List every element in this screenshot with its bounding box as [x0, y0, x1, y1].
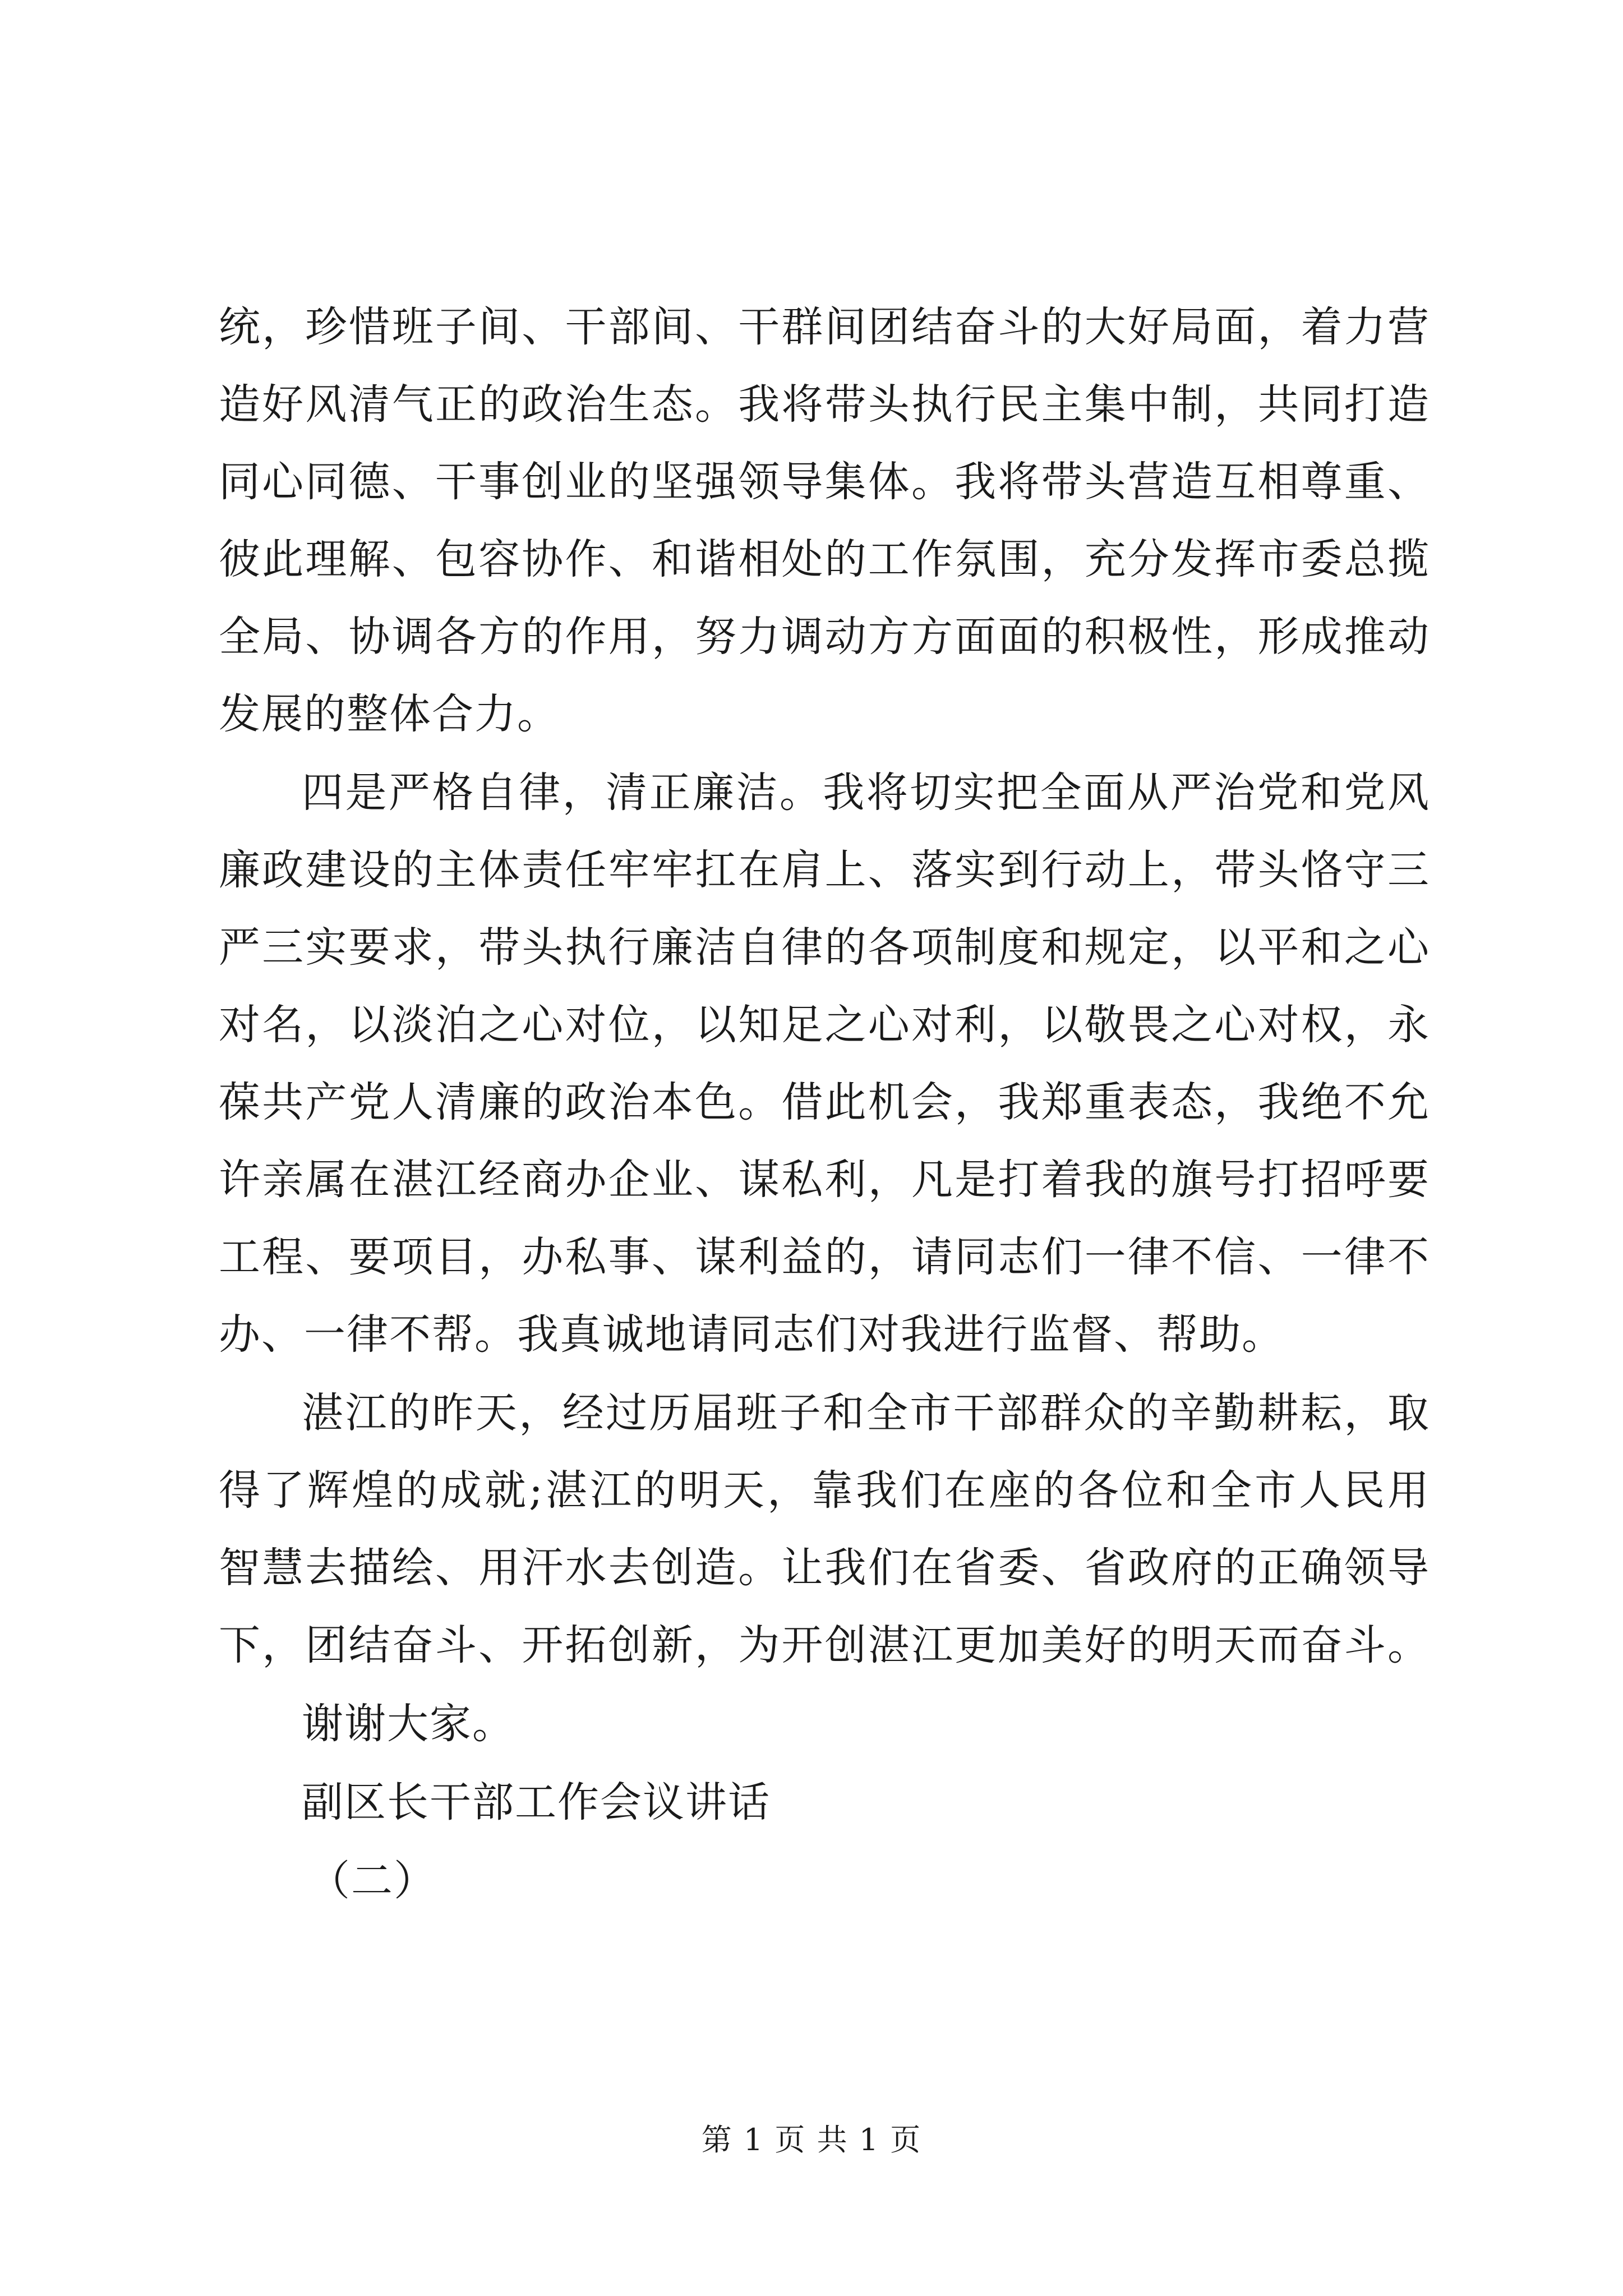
paragraph-line: 严三实要求，带头执行廉洁自律的各项制度和规定，以平和之心: [219, 923, 1430, 972]
paragraph-line: 全局、协调各方的作用，努力调动方方面面的积极性，形成推动: [219, 613, 1430, 661]
paragraph-line: 同心同德、干事创业的坚强领导集体。我将带头营造互相尊重、: [219, 458, 1430, 506]
paragraph-line: 对名，以淡泊之心对位，以知足之心对利，以敬畏之心对权，永: [219, 1001, 1430, 1049]
page-footer: 第 1 页 共 1 页: [701, 2122, 922, 2157]
paragraph-line: 许亲属在湛江经商办企业、谋私利，凡是打着我的旗号打招呼要: [219, 1156, 1430, 1204]
paragraph-line: 葆共产党人清廉的政治本色。借此机会，我郑重表态，我绝不允: [219, 1078, 1430, 1126]
paragraph-line: 得了辉煌的成就;湛江的明天，靠我们在座的各位和全市人民用: [219, 1466, 1430, 1515]
paragraph-line: 发展的整体合力。: [219, 690, 560, 738]
paragraph-line: 湛江的昨天，经过历届班子和全市干部群众的辛勤耕耘，取: [302, 1389, 1430, 1437]
paragraph-line: 智慧去描绘、用汗水去创造。让我们在省委、省政府的正确领导: [219, 1544, 1430, 1592]
paragraph-line: 办、一律不帮。我真诚地请同志们对我进行监督、帮助。: [219, 1310, 1284, 1359]
paragraph-line: 廉政建设的主体责任牢牢扛在肩上、落实到行动上，带头恪守三: [219, 846, 1430, 894]
paragraph-line: 造好风清气正的政治生态。我将带头执行民主集中制，共同打造: [219, 380, 1430, 429]
paragraph-line: 统，珍惜班子间、干部间、干群间团结奋斗的大好局面，着力营: [219, 303, 1430, 351]
paragraph-line: 下，团结奋斗、开拓创新，为开创湛江更加美好的明天而奋斗。: [219, 1621, 1430, 1669]
closing-line: 谢谢大家。: [302, 1700, 515, 1748]
section-title: 副区长干部工作会议讲话: [302, 1778, 771, 1826]
paragraph-line: 工程、要项目，办私事、谋利益的，请同志们一律不信、一律不: [219, 1233, 1430, 1281]
section-number: （二）: [308, 1857, 436, 1905]
paragraph-line: 四是严格自律，清正廉洁。我将切实把全面从严治党和党风: [302, 769, 1430, 817]
paragraph-line: 彼此理解、包容协作、和谐相处的工作氛围，充分发挥市委总揽: [219, 535, 1430, 583]
